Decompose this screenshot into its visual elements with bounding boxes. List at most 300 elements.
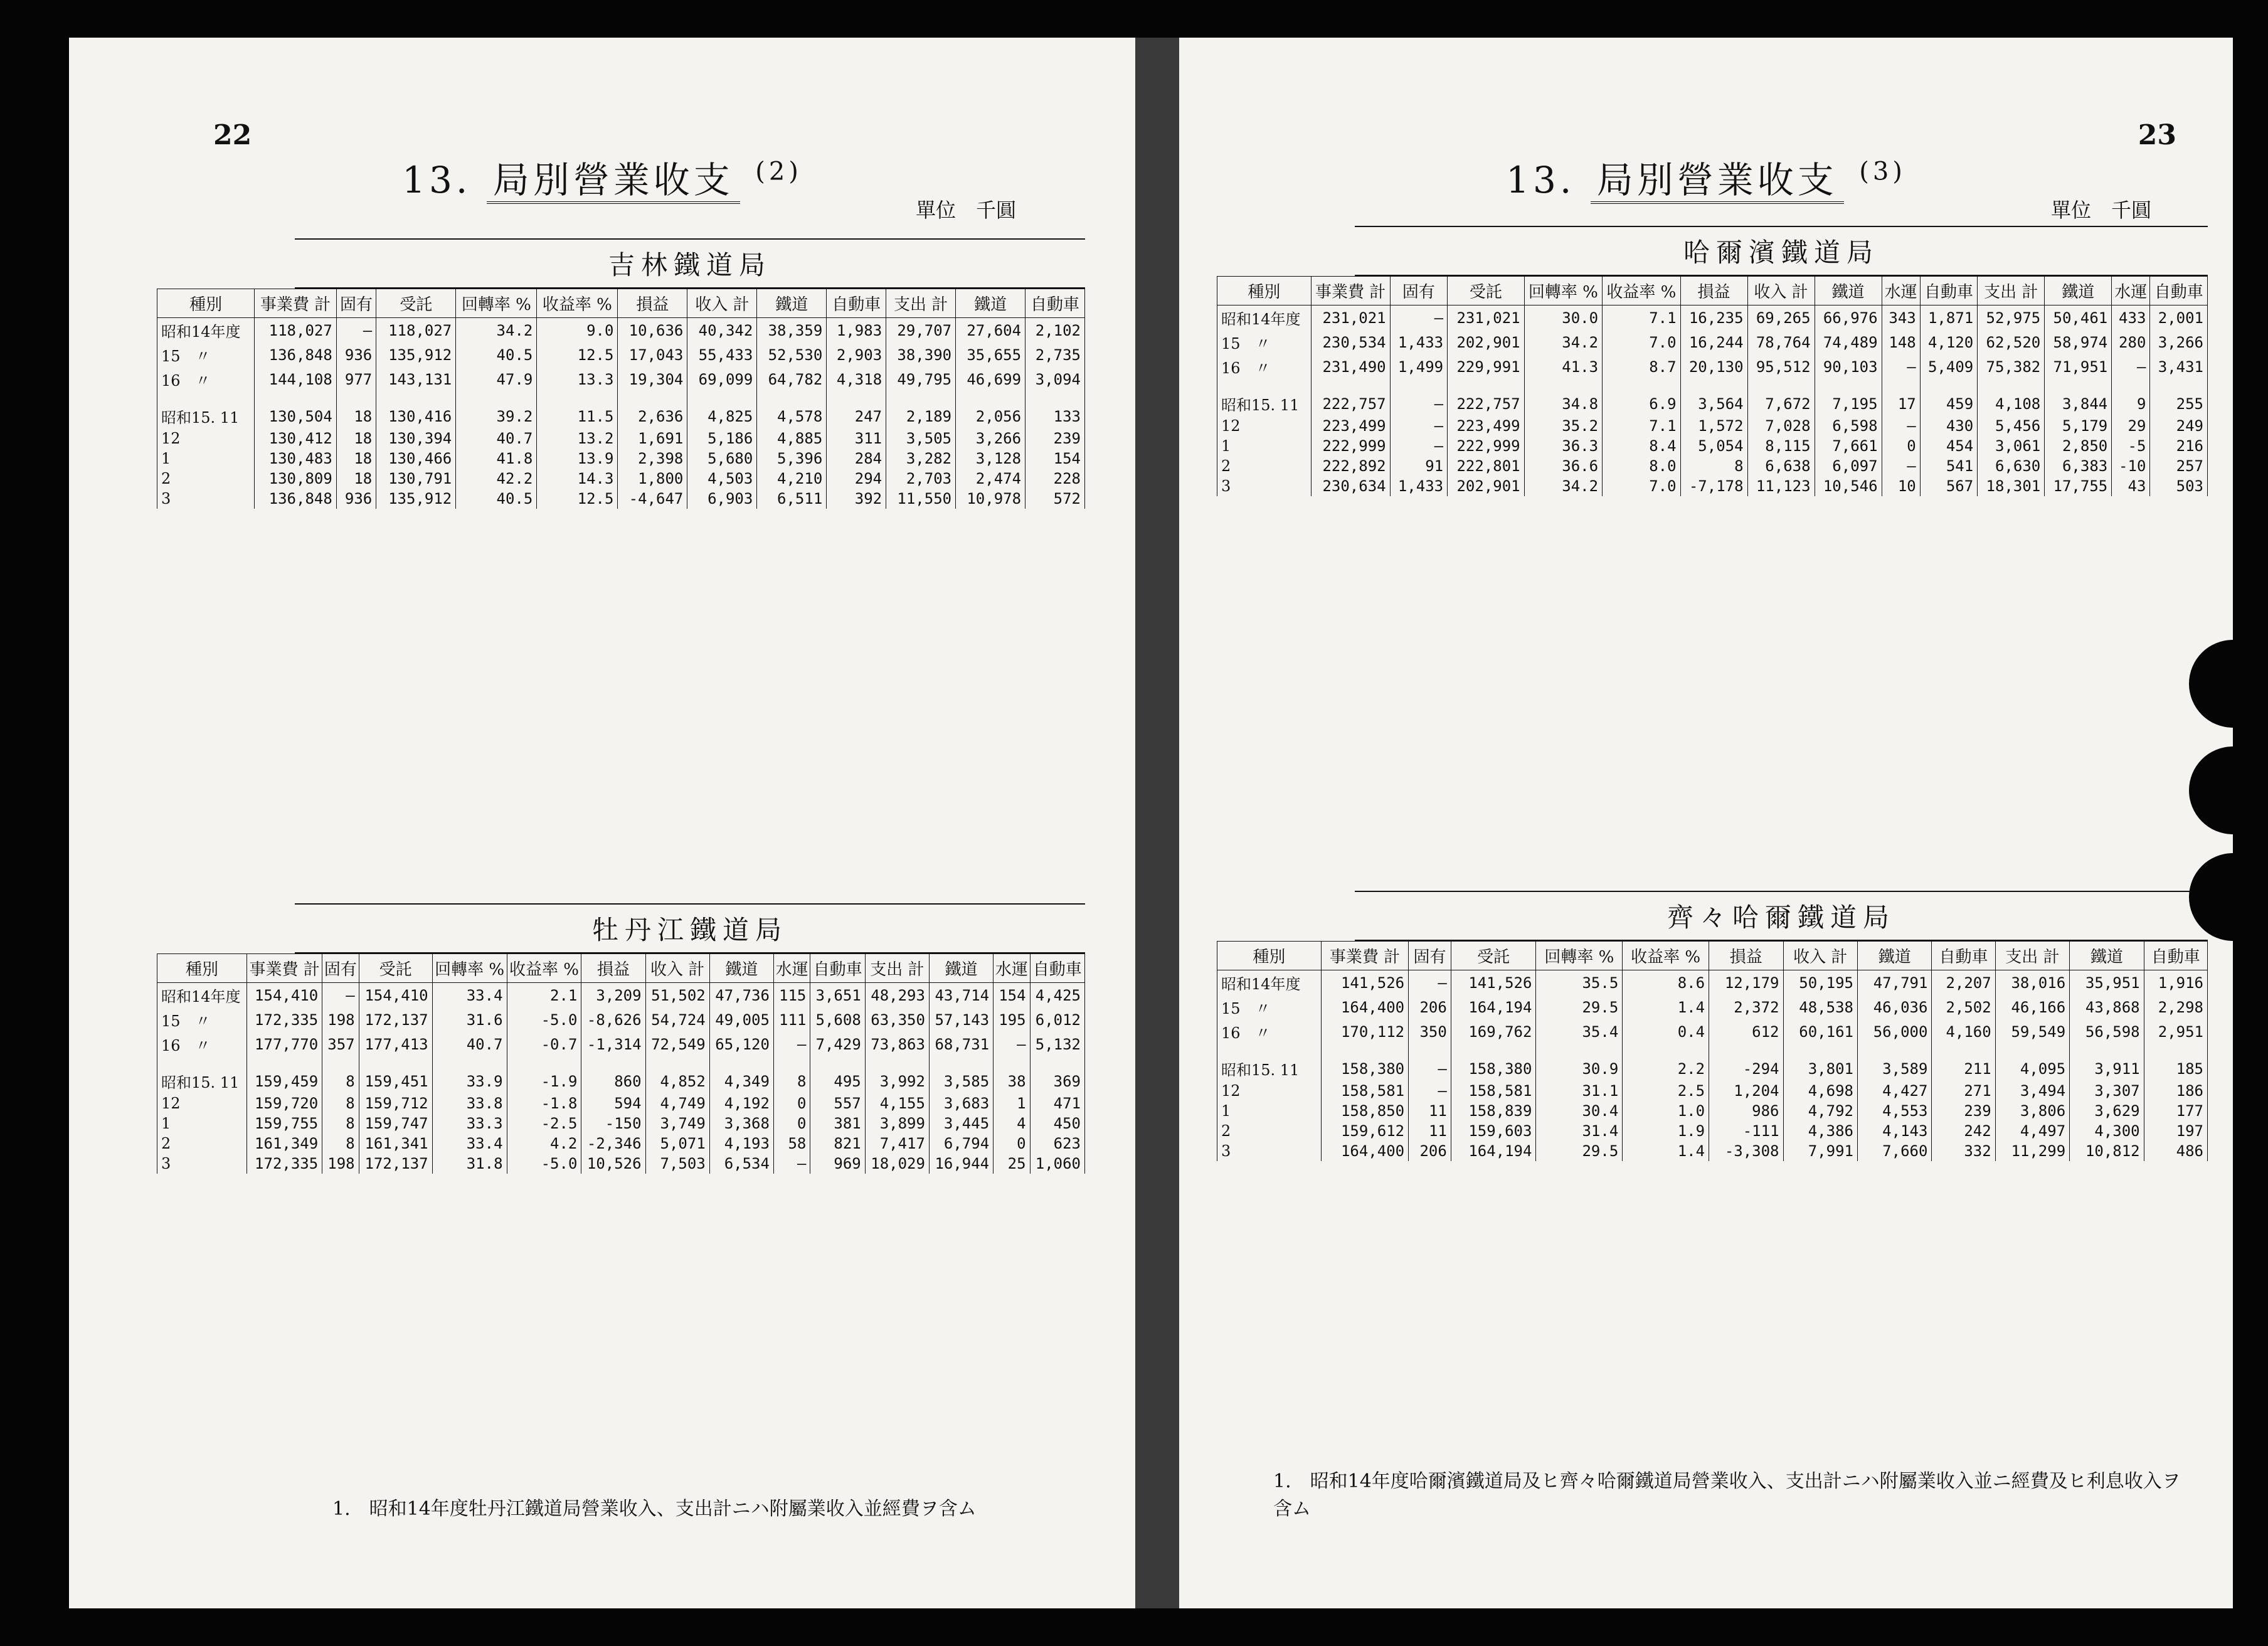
table-row <box>1217 1141 2208 1161</box>
value-cell: 161,349 <box>247 1134 322 1154</box>
value-cell: 33.4 <box>432 1134 507 1154</box>
value-cell: 5,409 <box>1920 354 1977 379</box>
value-cell: 2,298 <box>2144 995 2207 1019</box>
value-cell: 73,863 <box>865 1032 929 1056</box>
value-cell: 154,410 <box>359 983 432 1008</box>
value-cell: 230,634 <box>1311 476 1390 496</box>
value-cell: 11 <box>1409 1121 1451 1141</box>
period-cell: 1 <box>157 449 255 469</box>
value-cell: 13.2 <box>537 428 618 449</box>
value-cell: 4,553 <box>1857 1101 1931 1121</box>
column-header: 損益 <box>1709 942 1783 970</box>
column-header: 收入 計 <box>1747 277 1815 305</box>
column-header: 受託 <box>359 954 432 983</box>
value-cell: 2,102 <box>1025 318 1085 343</box>
value-cell: 4,497 <box>1995 1121 2069 1141</box>
value-cell: 159,712 <box>359 1093 432 1113</box>
value-cell: -10 <box>2112 456 2150 476</box>
value-cell: 3,494 <box>1995 1081 2069 1101</box>
value-cell: 2,735 <box>1025 342 1085 367</box>
table-body <box>157 318 1085 509</box>
value-cell: 197 <box>2144 1121 2207 1141</box>
column-header: 自動車 <box>1030 954 1084 983</box>
value-cell: 13.3 <box>537 367 618 391</box>
value-cell: 62,520 <box>1978 330 2045 354</box>
value-cell: 95,512 <box>1747 354 1815 379</box>
value-cell: 4 <box>994 1113 1030 1134</box>
value-cell: 11,550 <box>886 489 956 509</box>
value-cell: 7,195 <box>1815 379 1882 416</box>
value-cell: 284 <box>827 449 886 469</box>
column-header: 固有 <box>1409 942 1451 970</box>
bureau-title: 齊々哈爾鐵道局 <box>1355 891 2208 941</box>
value-cell: 29,707 <box>886 318 956 343</box>
value-cell: 133 <box>1025 391 1085 428</box>
table-body <box>1217 305 2208 497</box>
value-cell: 40.7 <box>432 1032 507 1056</box>
value-cell: — <box>2112 354 2150 379</box>
column-header: 鐵道 <box>757 289 827 318</box>
value-cell: 249 <box>2150 416 2208 436</box>
value-cell: 30.0 <box>1524 305 1602 331</box>
value-cell: 5,179 <box>2045 416 2112 436</box>
table-row <box>1217 1044 2208 1081</box>
value-cell: — <box>1409 1081 1451 1101</box>
period-cell: 12 <box>157 1093 247 1113</box>
value-cell: 33.9 <box>432 1056 507 1093</box>
column-header: 種別 <box>1217 942 1322 970</box>
value-cell: 3,368 <box>709 1113 773 1134</box>
value-cell: -5.0 <box>507 1154 581 1174</box>
bureau-title: 牡丹江鐵道局 <box>295 903 1085 953</box>
value-cell: 4,120 <box>1920 330 1977 354</box>
value-cell: 936 <box>336 342 376 367</box>
value-cell: 1,499 <box>1390 354 1447 379</box>
column-header: 鐵道 <box>1815 277 1882 305</box>
value-cell: -8,626 <box>581 1007 645 1032</box>
value-cell: 1,433 <box>1390 476 1447 496</box>
value-cell: 294 <box>827 469 886 489</box>
value-cell: 222,892 <box>1311 456 1390 476</box>
value-cell: 4,300 <box>2070 1121 2144 1141</box>
value-cell: 7,429 <box>810 1032 865 1056</box>
column-header: 受託 <box>1448 277 1525 305</box>
value-cell: 136,848 <box>255 489 337 509</box>
column-header: 收益率 % <box>537 289 618 318</box>
value-cell: 172,335 <box>247 1154 322 1174</box>
table-row <box>157 1032 1085 1056</box>
table-row <box>157 1093 1085 1113</box>
value-cell: 4,155 <box>865 1093 929 1113</box>
period-cell: 3 <box>1217 476 1312 496</box>
value-cell: 16,235 <box>1680 305 1747 331</box>
bureau-table-block <box>157 238 1085 509</box>
value-cell: 242 <box>1932 1121 1995 1141</box>
value-cell: 186 <box>2144 1081 2207 1101</box>
value-cell: 3,844 <box>2045 379 2112 416</box>
value-cell: 3,749 <box>645 1113 709 1134</box>
value-cell: 35,655 <box>956 342 1025 367</box>
value-cell: 3,445 <box>929 1113 993 1134</box>
value-cell: — <box>1390 379 1447 416</box>
value-cell: 39.2 <box>456 391 537 428</box>
value-cell: 3,651 <box>810 983 865 1008</box>
stats-table <box>1217 941 2208 1161</box>
value-cell: 4,425 <box>1030 983 1084 1008</box>
column-header: 自動車 <box>827 289 886 318</box>
value-cell: 130,809 <box>255 469 337 489</box>
value-cell: 4,427 <box>1857 1081 1931 1101</box>
value-cell: 11 <box>1409 1101 1451 1121</box>
table-row <box>1217 379 2208 416</box>
value-cell: 222,801 <box>1448 456 1525 476</box>
value-cell: 257 <box>2150 456 2208 476</box>
value-cell: — <box>322 983 359 1008</box>
value-cell: 115 <box>773 983 810 1008</box>
value-cell: 169,762 <box>1451 1019 1536 1044</box>
value-cell: 2,703 <box>886 469 956 489</box>
period-cell: 12 <box>1217 416 1312 436</box>
value-cell: 5,054 <box>1680 436 1747 456</box>
value-cell: 66,976 <box>1815 305 1882 331</box>
value-cell: 17 <box>1882 379 1920 416</box>
value-cell: 7.0 <box>1603 330 1680 354</box>
value-cell: 3,683 <box>929 1093 993 1113</box>
value-cell: 231,021 <box>1448 305 1525 331</box>
value-cell: 0 <box>1882 436 1920 456</box>
column-header: 水運 <box>2112 277 2150 305</box>
header-row <box>157 954 1085 983</box>
value-cell: 1,204 <box>1709 1081 1783 1101</box>
column-header: 鐵道 <box>709 954 773 983</box>
value-cell: 2,850 <box>2045 436 2112 456</box>
value-cell: 4,885 <box>757 428 827 449</box>
value-cell: 3,911 <box>2070 1044 2144 1081</box>
table-row <box>1217 1019 2208 1044</box>
value-cell: 52,530 <box>757 342 827 367</box>
value-cell: 557 <box>810 1093 865 1113</box>
value-cell: 4,825 <box>687 391 757 428</box>
value-cell: 594 <box>581 1093 645 1113</box>
value-cell: 48,538 <box>1783 995 1857 1019</box>
value-cell: 2,903 <box>827 342 886 367</box>
value-cell: 11,299 <box>1995 1141 2069 1161</box>
value-cell: 7.1 <box>1603 416 1680 436</box>
period-cell: 昭和14年度 <box>1217 970 1322 996</box>
period-cell: 2 <box>157 1134 247 1154</box>
value-cell: 228 <box>1025 469 1085 489</box>
value-cell: 821 <box>810 1134 865 1154</box>
value-cell: 8 <box>773 1056 810 1093</box>
bureau-title: 哈爾濱鐵道局 <box>1355 226 2208 276</box>
column-header: 固有 <box>322 954 359 983</box>
value-cell: 172,137 <box>359 1007 432 1032</box>
value-cell: 78,764 <box>1747 330 1815 354</box>
value-cell: 459 <box>1920 379 1977 416</box>
value-cell: 158,839 <box>1451 1101 1536 1121</box>
value-cell: 135,912 <box>376 342 456 367</box>
value-cell: 5,456 <box>1978 416 2045 436</box>
value-cell: 17,043 <box>618 342 687 367</box>
value-cell: 69,265 <box>1747 305 1815 331</box>
value-cell: 2,502 <box>1932 995 1995 1019</box>
value-cell: 118,027 <box>255 318 337 343</box>
value-cell: 52,975 <box>1978 305 2045 331</box>
period-cell: 1 <box>1217 436 1312 456</box>
table-row <box>157 367 1085 391</box>
value-cell: 3,585 <box>929 1056 993 1093</box>
value-cell: -5.0 <box>507 1007 581 1032</box>
column-header: 鐵道 <box>2045 277 2112 305</box>
value-cell: 10,526 <box>581 1154 645 1174</box>
value-cell: 392 <box>827 489 886 509</box>
column-header: 受託 <box>1451 942 1536 970</box>
page-number: 23 <box>2138 119 2176 151</box>
column-header: 自動車 <box>1025 289 1085 318</box>
value-cell: 1,433 <box>1390 330 1447 354</box>
table-row <box>157 489 1085 509</box>
column-header: 種別 <box>157 289 255 318</box>
value-cell: 986 <box>1709 1101 1783 1121</box>
value-cell: 161,341 <box>359 1134 432 1154</box>
value-cell: 35.4 <box>1536 1019 1623 1044</box>
header-row <box>1217 942 2208 970</box>
value-cell: 450 <box>1030 1113 1084 1134</box>
value-cell: 503 <box>2150 476 2208 496</box>
value-cell: 141,526 <box>1451 970 1536 996</box>
value-cell: 239 <box>1025 428 1085 449</box>
value-cell: 65,120 <box>709 1032 773 1056</box>
bureau-table-block <box>1217 891 2208 1161</box>
period-cell: 15 〃 <box>1217 995 1322 1019</box>
value-cell: 7,672 <box>1747 379 1815 416</box>
value-cell: 247 <box>827 391 886 428</box>
value-cell: 2.5 <box>1623 1081 1709 1101</box>
column-header: 鐵道 <box>929 954 993 983</box>
value-cell: 158,380 <box>1451 1044 1536 1081</box>
value-cell: 2.1 <box>507 983 581 1008</box>
value-cell: 1.4 <box>1623 1141 1709 1161</box>
period-cell: 昭和14年度 <box>1217 305 1312 331</box>
value-cell: 31.4 <box>1536 1121 1623 1141</box>
title-number: 13. <box>402 159 472 201</box>
value-cell: 47,791 <box>1857 970 1931 996</box>
value-cell: 9.0 <box>537 318 618 343</box>
value-cell: 612 <box>1709 1019 1783 1044</box>
value-cell: — <box>1882 354 1920 379</box>
value-cell: 38,016 <box>1995 970 2069 996</box>
value-cell: 158,581 <box>1451 1081 1536 1101</box>
value-cell: 18,301 <box>1978 476 2045 496</box>
value-cell: 34.2 <box>1524 330 1602 354</box>
value-cell: 3,505 <box>886 428 956 449</box>
value-cell: 211 <box>1932 1044 1995 1081</box>
column-header: 回轉率 % <box>456 289 537 318</box>
value-cell: 1,572 <box>1680 416 1747 436</box>
column-header: 收入 計 <box>687 289 757 318</box>
value-cell: 12.5 <box>537 489 618 509</box>
table-row <box>157 1056 1085 1093</box>
value-cell: 29.5 <box>1536 995 1623 1019</box>
period-cell: 15 〃 <box>157 342 255 367</box>
value-cell: 223,499 <box>1311 416 1390 436</box>
column-header: 水運 <box>994 954 1030 983</box>
value-cell: 2,636 <box>618 391 687 428</box>
value-cell: 164,194 <box>1451 995 1536 1019</box>
value-cell: 0 <box>773 1093 810 1113</box>
bureau-title: 吉林鐵道局 <box>295 238 1085 289</box>
column-header: 受託 <box>376 289 456 318</box>
period-cell: 16 〃 <box>157 1032 247 1056</box>
bureau-table-block <box>1217 226 2208 496</box>
value-cell: 60,161 <box>1783 1019 1857 1044</box>
value-cell: 130,791 <box>376 469 456 489</box>
header-row <box>1217 277 2208 305</box>
value-cell: 3,061 <box>1978 436 2045 456</box>
value-cell: 148 <box>1882 330 1920 354</box>
table-row <box>1217 1121 2208 1141</box>
header-row <box>157 289 1085 318</box>
value-cell: 369 <box>1030 1056 1084 1093</box>
column-header: 回轉率 % <box>1524 277 1602 305</box>
table-row <box>157 428 1085 449</box>
value-cell: 5,396 <box>757 449 827 469</box>
table-row <box>1217 330 2208 354</box>
value-cell: 6,012 <box>1030 1007 1084 1032</box>
value-cell: — <box>1882 456 1920 476</box>
value-cell: — <box>1390 305 1447 331</box>
value-cell: 4,095 <box>1995 1044 2069 1081</box>
value-cell: — <box>1882 416 1920 436</box>
value-cell: 6,638 <box>1747 456 1815 476</box>
value-cell: 2,189 <box>886 391 956 428</box>
value-cell: 41.8 <box>456 449 537 469</box>
title-main: 局別營業收支 <box>487 159 740 204</box>
value-cell: -1.9 <box>507 1056 581 1093</box>
value-cell: 486 <box>2144 1141 2207 1161</box>
value-cell: 177 <box>2144 1101 2207 1121</box>
value-cell: 1,916 <box>2144 970 2207 996</box>
column-header: 支出 計 <box>865 954 929 983</box>
value-cell: 43,714 <box>929 983 993 1008</box>
value-cell: 141,526 <box>1321 970 1408 996</box>
value-cell: 59,549 <box>1995 1019 2069 1044</box>
value-cell: 136,848 <box>255 342 337 367</box>
value-cell: 0.4 <box>1623 1019 1709 1044</box>
column-header: 回轉率 % <box>432 954 507 983</box>
value-cell: — <box>773 1032 810 1056</box>
value-cell: 6,794 <box>929 1134 993 1154</box>
table-body <box>1217 970 2208 1162</box>
value-cell: 8 <box>322 1113 359 1134</box>
value-cell: 50,195 <box>1783 970 1857 996</box>
value-cell: 1,871 <box>1920 305 1977 331</box>
value-cell: 860 <box>581 1056 645 1093</box>
value-cell: 19,304 <box>618 367 687 391</box>
value-cell: 58 <box>773 1134 810 1154</box>
value-cell: 8,115 <box>1747 436 1815 456</box>
value-cell: 158,850 <box>1321 1101 1408 1121</box>
value-cell: 1.0 <box>1623 1101 1709 1121</box>
value-cell: 154,410 <box>247 983 322 1008</box>
value-cell: 4,698 <box>1783 1081 1857 1101</box>
value-cell: 130,416 <box>376 391 456 428</box>
value-cell: 143,131 <box>376 367 456 391</box>
table-row <box>157 1134 1085 1154</box>
value-cell: 159,612 <box>1321 1121 1408 1141</box>
value-cell: 271 <box>1932 1081 1995 1101</box>
value-cell: 35,951 <box>2070 970 2144 996</box>
value-cell: 34.8 <box>1524 379 1602 416</box>
period-cell: 12 <box>1217 1081 1322 1101</box>
value-cell: 7,660 <box>1857 1141 1931 1161</box>
value-cell: 10,812 <box>2070 1141 2144 1161</box>
column-header: 回轉率 % <box>1536 942 1623 970</box>
value-cell: 135,912 <box>376 489 456 509</box>
table-row <box>157 1154 1085 1174</box>
column-header: 損益 <box>1680 277 1747 305</box>
value-cell: 71,951 <box>2045 354 2112 379</box>
value-cell: 7.1 <box>1603 305 1680 331</box>
value-cell: 43 <box>2112 476 2150 496</box>
value-cell: 255 <box>2150 379 2208 416</box>
page-number: 22 <box>213 119 252 151</box>
value-cell: 27,604 <box>956 318 1025 343</box>
value-cell: 159,747 <box>359 1113 432 1134</box>
column-header: 支出 計 <box>1995 942 2069 970</box>
value-cell: 936 <box>336 489 376 509</box>
value-cell: 38 <box>994 1056 1030 1093</box>
column-header: 自動車 <box>1932 942 1995 970</box>
value-cell: 2,398 <box>618 449 687 469</box>
value-cell: 41.3 <box>1524 354 1602 379</box>
value-cell: -150 <box>581 1113 645 1134</box>
value-cell: 36.6 <box>1524 456 1602 476</box>
value-cell: 2,372 <box>1709 995 1783 1019</box>
value-cell: 6,534 <box>709 1154 773 1174</box>
value-cell: 46,036 <box>1857 995 1931 1019</box>
value-cell: 7,028 <box>1747 416 1815 436</box>
value-cell: 63,350 <box>865 1007 929 1032</box>
value-cell: 159,459 <box>247 1056 322 1093</box>
table-row <box>1217 1101 2208 1121</box>
value-cell: 33.8 <box>432 1093 507 1113</box>
value-cell: 154 <box>1025 449 1085 469</box>
value-cell: -7,178 <box>1680 476 1747 496</box>
column-header: 事業費 計 <box>247 954 322 983</box>
footnote: 1. 昭和14年度牡丹江鐵道局營業收入、支出計ニハ附屬業收入並經費ヲ含ム <box>332 1498 977 1520</box>
value-cell: 8.7 <box>1603 354 1680 379</box>
period-cell: 2 <box>1217 456 1312 476</box>
table-row <box>157 342 1085 367</box>
value-cell: 31.8 <box>432 1154 507 1174</box>
value-cell: 5,186 <box>687 428 757 449</box>
table-row <box>157 983 1085 1008</box>
value-cell: 34.2 <box>1524 476 1602 496</box>
value-cell: 495 <box>810 1056 865 1093</box>
column-header: 鐵道 <box>956 289 1025 318</box>
page-edge-notch <box>2189 746 2233 834</box>
column-header: 水運 <box>773 954 810 983</box>
left-page <box>69 38 1135 1608</box>
column-header: 固有 <box>1390 277 1447 305</box>
value-cell: 8 <box>322 1056 359 1093</box>
column-header: 鐵道 <box>2070 942 2144 970</box>
period-cell: 3 <box>157 1154 247 1174</box>
value-cell: 357 <box>322 1032 359 1056</box>
value-cell: 4,578 <box>757 391 827 428</box>
value-cell: 4.2 <box>507 1134 581 1154</box>
